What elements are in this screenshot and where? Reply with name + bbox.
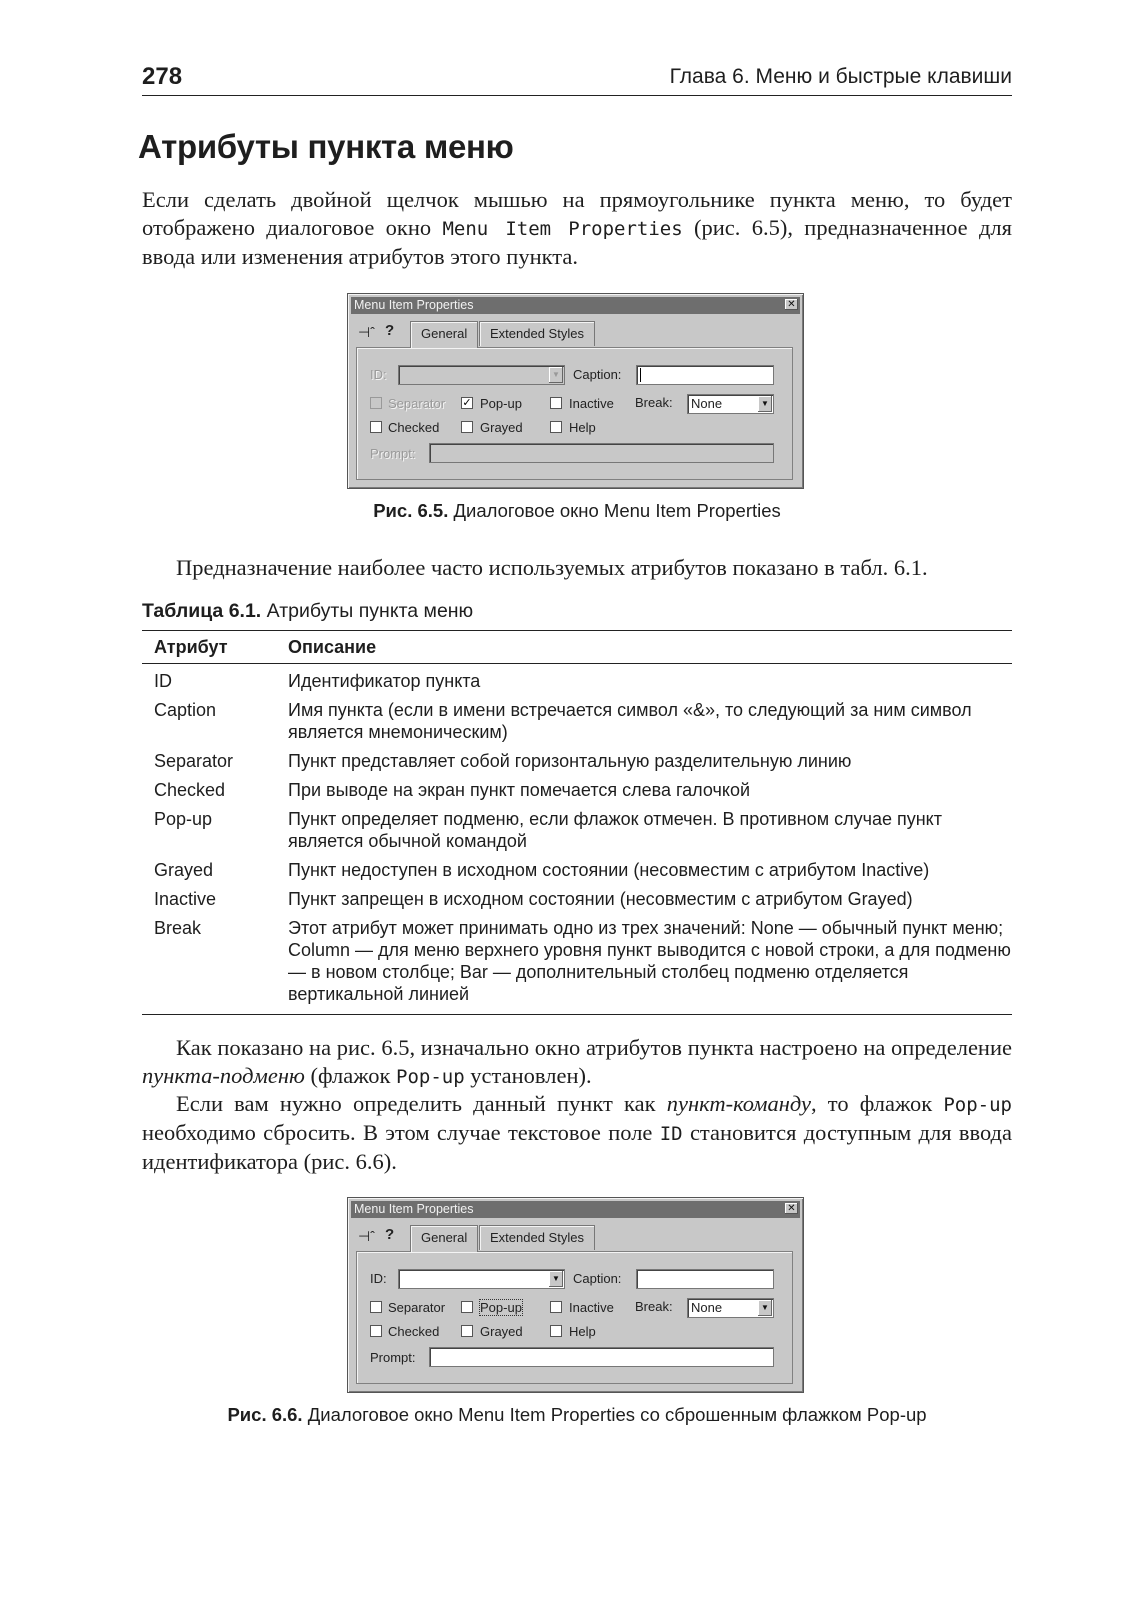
prompt-label: Prompt: (370, 1350, 416, 1365)
popup-label: Pop-up (480, 1300, 522, 1315)
table-row (142, 664, 1012, 700)
general-tab-panel (356, 1251, 793, 1384)
code-run: ID (659, 1123, 683, 1145)
break-value: None (691, 396, 723, 411)
body-paragraph (142, 1034, 1012, 1091)
help-label: Help (569, 1324, 596, 1339)
inactive-checkbox[interactable] (550, 1301, 562, 1313)
table-caption (142, 600, 473, 623)
pushpin-icon[interactable]: ⊣ˆ (358, 324, 375, 340)
intro-paragraph (142, 186, 1012, 271)
table-row (142, 699, 1012, 750)
help-label: Help (569, 420, 596, 435)
break-select[interactable] (687, 394, 774, 414)
description-cell: При выводе на экран пункт помечается слева галочкой (288, 780, 751, 800)
table-row (142, 750, 1012, 779)
grayed-label: Grayed (480, 420, 523, 435)
description-cell: Имя пункта (если в имени встречается символ «&», то следующий за ним символ является мнемоническим) (288, 700, 972, 742)
break-label: Break: (635, 395, 673, 410)
separator-checkbox[interactable] (370, 1301, 382, 1313)
close-icon[interactable]: ✕ (785, 299, 798, 310)
prompt-field (429, 443, 774, 463)
figure-caption (12, 500, 1130, 522)
column-header: Описание (288, 631, 1012, 664)
pushpin-icon[interactable]: ⊣ˆ (358, 1228, 375, 1244)
running-header (142, 60, 1012, 96)
general-tab-panel (356, 347, 793, 480)
id-combo[interactable] (398, 1269, 565, 1289)
chevron-down-icon[interactable]: ▼ (549, 1271, 563, 1287)
dialog-title: Menu Item Properties (354, 298, 474, 312)
caption-label: Caption: (573, 1271, 622, 1286)
table-row (142, 779, 1012, 808)
column-header: Атрибут (142, 631, 288, 664)
text-run: , то флажок (810, 1091, 944, 1116)
description-cell: Этот атрибут может принимать одно из трех значений: None — обычный пункт меню; Column — для меню верхнего уровня пункт выводится с новой строки, а для подменю — в новом столбце; Bar — дополнительный столбец подменю отделяется вертикальной линией (288, 917, 1012, 1015)
checked-label: Checked (388, 1324, 440, 1339)
menu-item-properties-dialog (347, 293, 804, 489)
attribute-cell: Inactive (154, 889, 217, 909)
break-label: Break: (635, 1299, 673, 1314)
text-run: установлен). (464, 1063, 592, 1088)
popup-checkbox[interactable] (461, 1301, 473, 1313)
checked-label: Checked (388, 420, 440, 435)
attributes-table (142, 630, 1012, 1015)
table-row (142, 859, 1012, 888)
caption-field[interactable] (636, 365, 774, 385)
help-checkbox[interactable] (550, 1325, 562, 1337)
caption-text: Атрибуты пункта меню (261, 600, 474, 622)
description-cell: Пункт определяет подменю, если флажок отмечен. В противном случае пункт является обычной командой (288, 809, 942, 851)
text-run: (рис. 6.5), предназначенное для ввода или изменения атрибутов этого пункта. (142, 215, 1012, 269)
table-row (142, 917, 1012, 1015)
inactive-label: Inactive (569, 396, 614, 411)
description-cell: Пункт недоступен в исходном состоянии (несовместим с атрибутом Inactive) (288, 860, 930, 880)
inactive-label: Inactive (569, 1300, 614, 1315)
section-title: Атрибуты пункта меню (138, 128, 514, 165)
menu-item-properties-dialog (347, 1197, 804, 1393)
code-run: Pop-up (943, 1094, 1012, 1116)
break-select[interactable] (687, 1298, 774, 1318)
text-run: (флажок (304, 1063, 397, 1088)
attribute-cell: Pop-up (154, 809, 213, 829)
caption-field[interactable] (636, 1269, 774, 1289)
grayed-checkbox[interactable] (461, 421, 473, 433)
prompt-label: Prompt: (370, 446, 416, 461)
separator-checkbox (370, 397, 382, 409)
text-run: Если вам нужно определить данный пункт как (176, 1091, 667, 1116)
chevron-down-icon[interactable]: ▼ (758, 396, 772, 412)
description-cell: Пункт запрещен в исходном состоянии (несовместим с атрибутом Grayed) (288, 889, 913, 909)
caption-text: Диалоговое окно Menu Item Properties со сброшенным флажком Pop-up (302, 1404, 927, 1425)
code-run: Menu Item Properties (442, 218, 683, 240)
chevron-down-icon: ▼ (549, 367, 563, 383)
id-combo (398, 365, 565, 385)
italic-run: пункта-подменю (142, 1063, 305, 1088)
id-label: ID: (370, 1271, 387, 1286)
attribute-cell: ID (154, 671, 172, 691)
page-number: 278 (142, 63, 183, 90)
table-row (142, 888, 1012, 917)
table-row (142, 808, 1012, 859)
attribute-cell: Grayed (154, 860, 214, 880)
text-run: становится доступным для ввода идентификатора (рис. 6.6). (142, 1120, 1012, 1174)
tab-general[interactable]: General (410, 321, 478, 348)
chapter-title: Глава 6. Меню и быстрые клавиши (669, 65, 1012, 88)
text-run: Если сделать двойной щелчок мышью на прямоугольнике пункта меню, то будет отображено диалоговое окно (142, 187, 1012, 240)
caption-label: Caption: (573, 367, 622, 382)
tab-general[interactable]: General (410, 1225, 478, 1252)
dialog-title-bar (351, 1201, 800, 1218)
tab-extended-styles[interactable]: Extended Styles (479, 321, 595, 346)
table-header-row (142, 631, 1012, 664)
separator-label: Separator (388, 396, 446, 411)
prompt-field[interactable] (429, 1347, 774, 1367)
text-cursor (640, 368, 641, 382)
body-paragraph (142, 1090, 1012, 1176)
italic-run: пункт-команду (666, 1091, 811, 1116)
caption-label-text: Рис. 6.6. (227, 1404, 303, 1425)
chevron-down-icon[interactable]: ▼ (758, 1300, 772, 1316)
code-run: Pop-up (396, 1066, 465, 1088)
checked-checkbox[interactable] (370, 421, 382, 433)
attribute-cell: Caption (154, 700, 217, 720)
caption-label-text: Рис. 6.5. (373, 500, 449, 521)
description-cell: Пункт представляет собой горизонтальную разделительную линию (288, 751, 852, 771)
attribute-cell: Break (142, 917, 288, 1015)
help-checkbox[interactable] (550, 421, 562, 433)
caption-label-text: Таблица 6.1. (142, 600, 262, 622)
table-intro-paragraph: Предназначение наиболее часто используемых атрибутов показано в табл. 6.1. (176, 555, 928, 580)
break-value: None (691, 1300, 723, 1315)
grayed-checkbox[interactable] (461, 1325, 473, 1337)
caption-text: Диалоговое окно Menu Item Properties (448, 500, 781, 521)
text-run: необходимо сбросить. В этом случае текстовое поле (142, 1120, 660, 1145)
description-cell: Идентификатор пункта (288, 671, 481, 691)
popup-checkbox[interactable]: ✓ (462, 397, 472, 409)
dialog-title-bar (351, 297, 800, 314)
attribute-cell: Checked (154, 780, 226, 800)
checked-checkbox[interactable] (370, 1325, 382, 1337)
close-icon[interactable]: ✕ (785, 1203, 798, 1214)
figure-caption (12, 1404, 1130, 1426)
tab-extended-styles[interactable]: Extended Styles (479, 1225, 595, 1250)
grayed-label: Grayed (480, 1324, 523, 1339)
dialog-title: Menu Item Properties (354, 1202, 474, 1216)
separator-label: Separator (388, 1300, 446, 1315)
text-run: Как показано на рис. 6.5, изначально окно атрибутов пункта настроено на определение (176, 1035, 1012, 1060)
attribute-cell: Separator (154, 751, 234, 771)
help-icon[interactable]: ? (385, 322, 395, 339)
inactive-checkbox[interactable] (550, 397, 562, 409)
id-label: ID: (370, 367, 387, 382)
help-icon[interactable]: ? (385, 1226, 395, 1243)
popup-label: Pop-up (480, 396, 522, 411)
